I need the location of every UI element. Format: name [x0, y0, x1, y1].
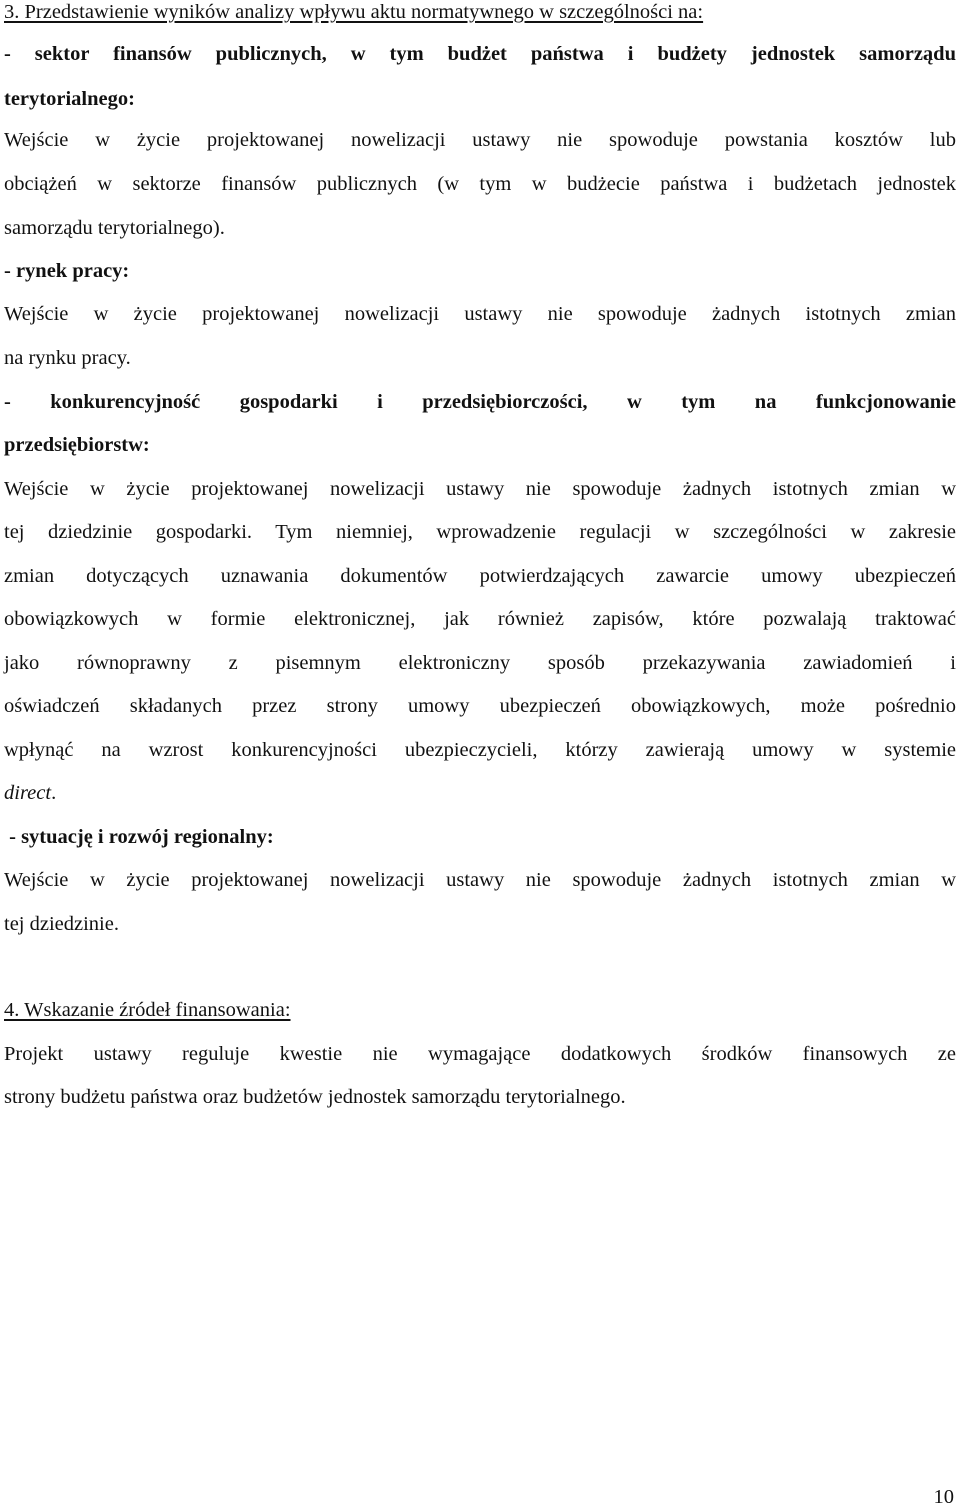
- sektor-title-line-1: - sektor finansów publicznych, w tym budżet państwa i budżety jednostek samorządu: [4, 43, 956, 65]
- konkurencyjnosc-body-line-1: Wejście w życie projektowanej nowelizacji ustawy nie spowoduje żadnych istotnych zmian w: [4, 478, 956, 500]
- sektor-body-line-2: obciążeń w sektorze finansów publicznych (w tym w budżecie państwa i budżetach jednostek: [4, 173, 956, 195]
- regionalny-title: - sytuację i rozwój regionalny:: [4, 826, 274, 848]
- rynek-title: - rynek pracy:: [4, 260, 130, 282]
- sektor-title-line-2: terytorialnego:: [4, 88, 135, 110]
- page-number: 10: [933, 1486, 954, 1508]
- section-4-heading: 4. Wskazanie źródeł finansowania:: [4, 999, 291, 1021]
- konkurencyjnosc-title-line-1: - konkurencyjność gospodarki i przedsiębiorczości, w tym na funkcjonowanie: [4, 391, 956, 413]
- konkurencyjnosc-body-line-5: jako równoprawny z pisemnym elektroniczny sposób przekazywania zawiadomień i: [4, 652, 956, 674]
- section-4-body-line-2: strony budżetu państwa oraz budżetów jednostek samorządu terytorialnego.: [4, 1086, 626, 1108]
- sektor-body-line-1: Wejście w życie projektowanej nowelizacji ustawy nie spowoduje powstania kosztów lub: [4, 129, 956, 151]
- konkurencyjnosc-body-line-7: wpłynąć na wzrost konkurencyjności ubezpieczycieli, którzy zawierają umowy w systemie: [4, 739, 956, 761]
- konkurencyjnosc-body-line-6: oświadczeń składanych przez strony umowy ubezpieczeń obowiązkowych, może pośrednio: [4, 695, 956, 717]
- sentence-end: .: [51, 782, 57, 804]
- rynek-body-line-1: Wejście w życie projektowanej nowelizacji ustawy nie spowoduje żadnych istotnych zmian: [4, 303, 956, 325]
- konkurencyjnosc-body-line-3: zmian dotyczących uznawania dokumentów potwierdzających zawarcie umowy ubezpieczeń: [4, 565, 956, 587]
- rynek-body-line-2: na rynku pracy.: [4, 347, 131, 369]
- konkurencyjnosc-body-line-2: tej dziedzinie gospodarki. Tym niemniej, wprowadzenie regulacji w szczególności w zakresie: [4, 521, 956, 543]
- konkurencyjnosc-body-line-4: obowiązkowych w formie elektronicznej, jak również zapisów, które pozwalają traktować: [4, 608, 956, 630]
- direct-term: direct: [4, 782, 52, 804]
- konkurencyjnosc-body-line-8: [4, 781, 56, 805]
- section-3-heading: 3. Przedstawienie wyników analizy wpływu aktu normatywnego w szczególności na:: [4, 1, 704, 23]
- sektor-body-line-3: samorządu terytorialnego).: [4, 217, 225, 239]
- regionalny-body-line-1: Wejście w życie projektowanej nowelizacji ustawy nie spowoduje żadnych istotnych zmian w: [4, 869, 956, 891]
- konkurencyjnosc-title-line-2: przedsiębiorstw:: [4, 434, 150, 456]
- regionalny-body-line-2: tej dziedzinie.: [4, 913, 119, 935]
- section-4-body-line-1: Projekt ustawy reguluje kwestie nie wymagające dodatkowych środków finansowych ze: [4, 1043, 956, 1065]
